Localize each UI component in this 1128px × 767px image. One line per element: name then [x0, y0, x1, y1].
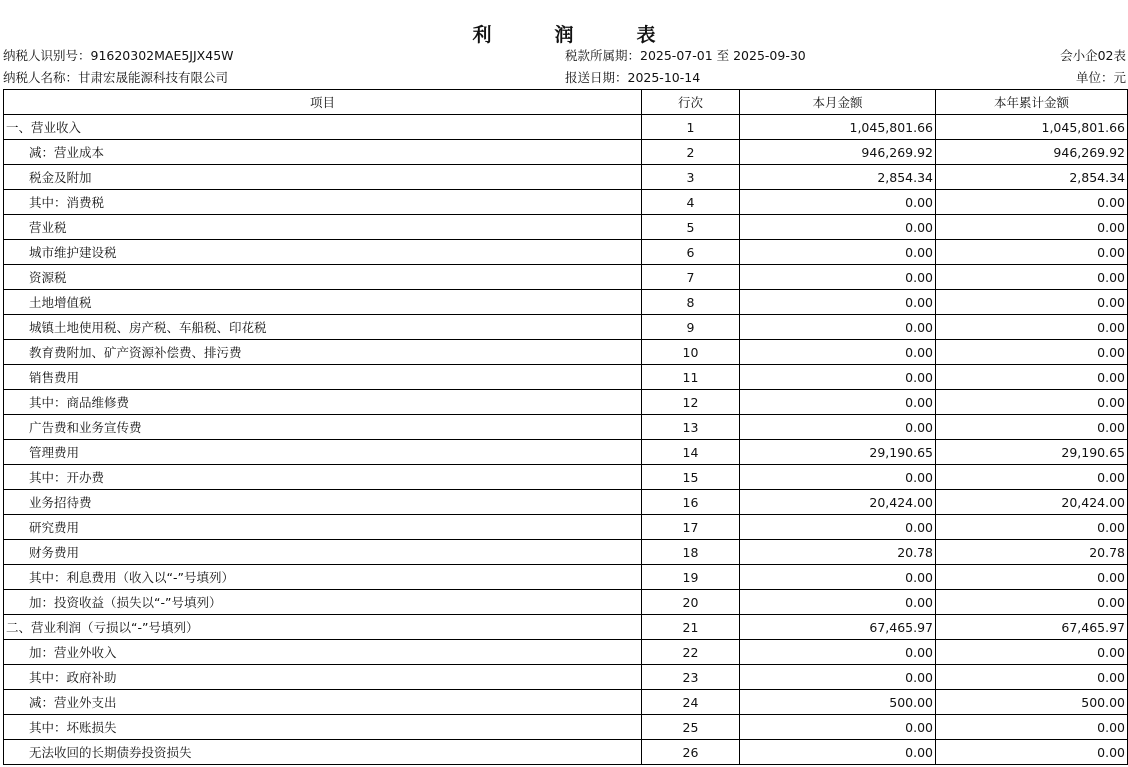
row-item-label: 销售费用 — [4, 365, 642, 390]
row-month-amount: 0.00 — [740, 365, 936, 390]
row-line-number: 26 — [642, 740, 740, 765]
unit-label: 单位：元 — [1075, 70, 1126, 85]
row-month-amount: 0.00 — [740, 715, 936, 740]
row-year-amount: 0.00 — [936, 665, 1128, 690]
row-month-amount: 0.00 — [740, 290, 936, 315]
row-month-amount: 0.00 — [740, 565, 936, 590]
row-month-amount: 0.00 — [740, 590, 936, 615]
row-line-number: 4 — [642, 190, 740, 215]
row-item-label: 加：营业外收入 — [4, 640, 642, 665]
row-year-amount: 29,190.65 — [936, 440, 1128, 465]
row-line-number: 14 — [642, 440, 740, 465]
row-year-amount: 0.00 — [936, 215, 1128, 240]
row-month-amount: 67,465.97 — [740, 615, 936, 640]
row-item-label: 税金及附加 — [4, 165, 642, 190]
row-month-amount: 0.00 — [740, 740, 936, 765]
table-row — [4, 640, 1128, 665]
row-month-amount: 0.00 — [740, 515, 936, 540]
row-line-number: 13 — [642, 415, 740, 440]
row-year-amount: 946,269.92 — [936, 140, 1128, 165]
income-statement-table — [3, 89, 1128, 765]
row-month-amount: 0.00 — [740, 265, 936, 290]
row-line-number: 22 — [642, 640, 740, 665]
row-month-amount: 2,854.34 — [740, 165, 936, 190]
table-row — [4, 265, 1128, 290]
row-year-amount: 500.00 — [936, 690, 1128, 715]
row-item-label: 二、营业利润（亏损以“-”号填列） — [4, 615, 642, 640]
taxpayer-name: 纳税人名称：甘肃宏晟能源科技有限公司 — [3, 70, 229, 85]
row-month-amount: 500.00 — [740, 690, 936, 715]
row-line-number: 9 — [642, 315, 740, 340]
row-month-amount: 20.78 — [740, 540, 936, 565]
row-month-amount: 0.00 — [740, 215, 936, 240]
row-month-amount: 29,190.65 — [740, 440, 936, 465]
taxpayer-id: 纳税人识别号：91620302MAE5JJX45W — [3, 48, 234, 63]
table-row — [4, 190, 1128, 215]
row-item-label: 资源税 — [4, 265, 642, 290]
row-item-label: 一、营业收入 — [4, 115, 642, 140]
row-month-amount: 1,045,801.66 — [740, 115, 936, 140]
row-year-amount: 0.00 — [936, 265, 1128, 290]
table-row — [4, 165, 1128, 190]
table-row — [4, 415, 1128, 440]
row-year-amount: 0.00 — [936, 290, 1128, 315]
table-row — [4, 390, 1128, 415]
row-year-amount: 0.00 — [936, 190, 1128, 215]
row-line-number: 21 — [642, 615, 740, 640]
row-line-number: 7 — [642, 265, 740, 290]
row-line-number: 23 — [642, 665, 740, 690]
column-header-item: 项目 — [4, 90, 642, 115]
row-month-amount: 0.00 — [740, 415, 936, 440]
table-row — [4, 490, 1128, 515]
row-item-label: 业务招待费 — [4, 490, 642, 515]
row-item-label: 无法收回的长期债券投资损失 — [4, 740, 642, 765]
row-item-label: 其中：消费税 — [4, 190, 642, 215]
table-row — [4, 115, 1128, 140]
row-line-number: 2 — [642, 140, 740, 165]
row-line-number: 15 — [642, 465, 740, 490]
row-line-number: 20 — [642, 590, 740, 615]
table-row — [4, 615, 1128, 640]
table-row — [4, 465, 1128, 490]
row-item-label: 管理费用 — [4, 440, 642, 465]
row-line-number: 1 — [642, 115, 740, 140]
row-month-amount: 0.00 — [740, 465, 936, 490]
row-line-number: 6 — [642, 240, 740, 265]
table-row — [4, 365, 1128, 390]
tax-period: 税款所属期：2025-07-01 至 2025-09-30 — [565, 48, 806, 63]
row-year-amount: 1,045,801.66 — [936, 115, 1128, 140]
row-item-label: 教育费附加、矿产资源补偿费、排污费 — [4, 340, 642, 365]
page-title: 利 润 表 — [472, 24, 678, 46]
row-month-amount: 0.00 — [740, 640, 936, 665]
table-row — [4, 340, 1128, 365]
row-year-amount: 0.00 — [936, 565, 1128, 590]
column-header-month-amount: 本月金额 — [740, 90, 936, 115]
row-year-amount: 20,424.00 — [936, 490, 1128, 515]
row-line-number: 10 — [642, 340, 740, 365]
row-line-number: 3 — [642, 165, 740, 190]
table-row — [4, 715, 1128, 740]
row-year-amount: 0.00 — [936, 315, 1128, 340]
row-month-amount: 0.00 — [740, 665, 936, 690]
row-item-label: 城镇土地使用税、房产税、车船税、印花税 — [4, 315, 642, 340]
table-row — [4, 590, 1128, 615]
row-item-label: 广告费和业务宣传费 — [4, 415, 642, 440]
row-year-amount: 0.00 — [936, 590, 1128, 615]
row-item-label: 研究费用 — [4, 515, 642, 540]
row-line-number: 18 — [642, 540, 740, 565]
table-row — [4, 665, 1128, 690]
row-year-amount: 0.00 — [936, 240, 1128, 265]
row-item-label: 土地增值税 — [4, 290, 642, 315]
report-date: 报送日期：2025-10-14 — [565, 70, 701, 85]
row-line-number: 16 — [642, 490, 740, 515]
table-row — [4, 290, 1128, 315]
row-line-number: 24 — [642, 690, 740, 715]
row-year-amount: 0.00 — [936, 365, 1128, 390]
row-year-amount: 0.00 — [936, 340, 1128, 365]
row-item-label: 其中：政府补助 — [4, 665, 642, 690]
row-line-number: 8 — [642, 290, 740, 315]
row-year-amount: 0.00 — [936, 640, 1128, 665]
row-line-number: 25 — [642, 715, 740, 740]
row-item-label: 减：营业成本 — [4, 140, 642, 165]
row-item-label: 其中：利息费用（收入以“-”号填列） — [4, 565, 642, 590]
row-line-number: 12 — [642, 390, 740, 415]
row-year-amount: 0.00 — [936, 740, 1128, 765]
row-month-amount: 0.00 — [740, 315, 936, 340]
row-line-number: 5 — [642, 215, 740, 240]
row-month-amount: 0.00 — [740, 390, 936, 415]
row-item-label: 城市维护建设税 — [4, 240, 642, 265]
table-body — [4, 115, 1128, 765]
column-header-year-amount: 本年累计金额 — [936, 90, 1128, 115]
row-month-amount: 20,424.00 — [740, 490, 936, 515]
row-year-amount: 0.00 — [936, 515, 1128, 540]
table-row — [4, 515, 1128, 540]
row-year-amount: 0.00 — [936, 390, 1128, 415]
table-row — [4, 315, 1128, 340]
row-item-label: 财务费用 — [4, 540, 642, 565]
row-item-label: 其中：坏账损失 — [4, 715, 642, 740]
table-row — [4, 140, 1128, 165]
table-row — [4, 690, 1128, 715]
table-row — [4, 540, 1128, 565]
row-month-amount: 0.00 — [740, 240, 936, 265]
table-row — [4, 740, 1128, 765]
row-year-amount: 2,854.34 — [936, 165, 1128, 190]
table-row — [4, 565, 1128, 590]
form-code: 会小企02表 — [1060, 48, 1126, 63]
row-item-label: 其中：开办费 — [4, 465, 642, 490]
table-row — [4, 440, 1128, 465]
table-header-row — [4, 90, 1128, 115]
table-row — [4, 240, 1128, 265]
row-month-amount: 0.00 — [740, 340, 936, 365]
row-item-label: 加：投资收益（损失以“-”号填列） — [4, 590, 642, 615]
row-line-number: 17 — [642, 515, 740, 540]
row-month-amount: 0.00 — [740, 190, 936, 215]
table-row — [4, 215, 1128, 240]
row-item-label: 减：营业外支出 — [4, 690, 642, 715]
row-year-amount: 0.00 — [936, 415, 1128, 440]
row-line-number: 19 — [642, 565, 740, 590]
row-year-amount: 67,465.97 — [936, 615, 1128, 640]
row-item-label: 营业税 — [4, 215, 642, 240]
row-line-number: 11 — [642, 365, 740, 390]
row-year-amount: 0.00 — [936, 715, 1128, 740]
row-year-amount: 20.78 — [936, 540, 1128, 565]
row-month-amount: 946,269.92 — [740, 140, 936, 165]
row-item-label: 其中：商品维修费 — [4, 390, 642, 415]
column-header-line: 行次 — [642, 90, 740, 115]
row-year-amount: 0.00 — [936, 465, 1128, 490]
